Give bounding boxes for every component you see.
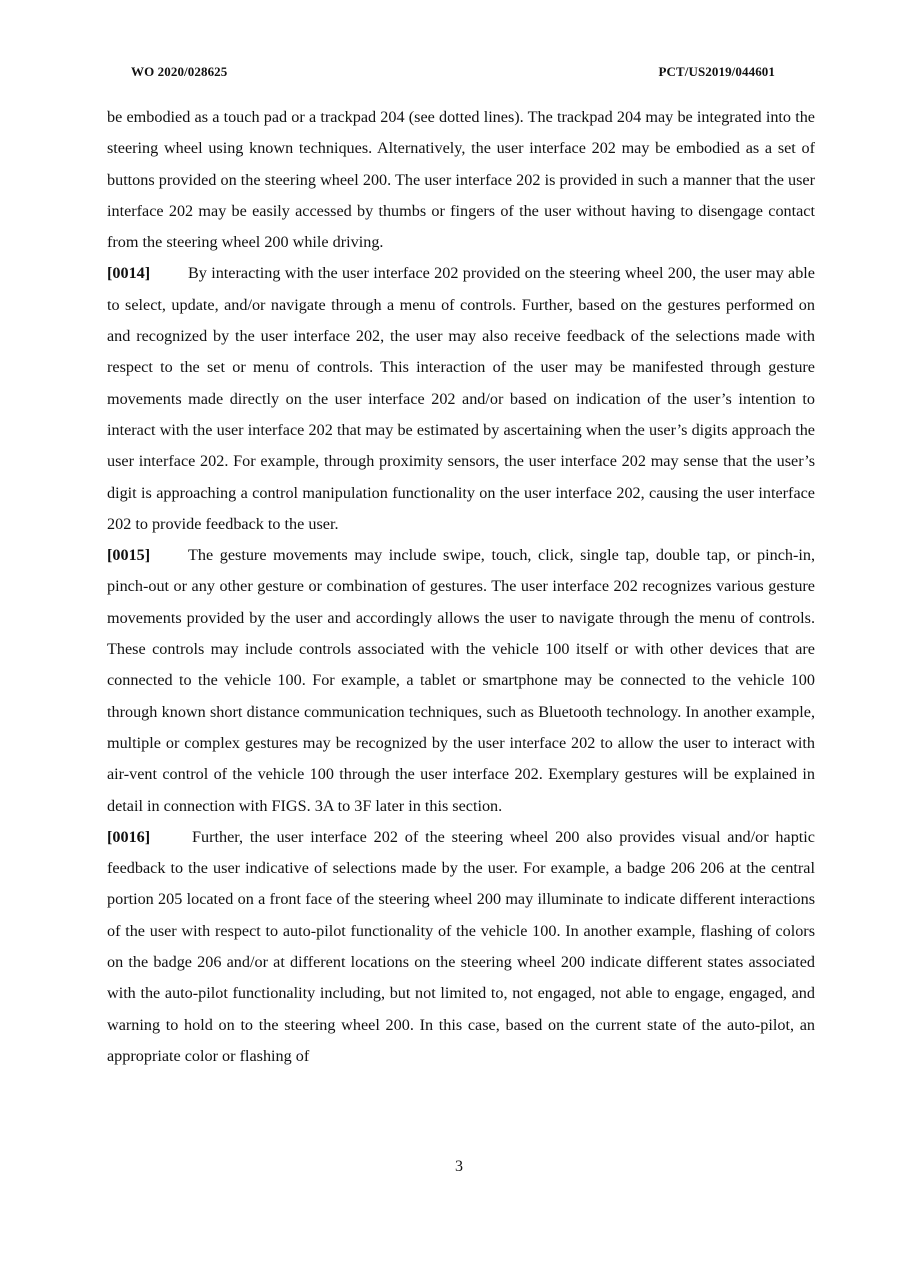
paragraph-text: Further, the user interface 202 of the steering wheel 200 also provides visual and/or haptic feedback to the user indicative of selections made by the user. For example, a badge 206 206 at the central portion 205 located on a front face of the steering wheel 200 may illuminate to indicate different interactions of the user with respect to auto-pilot functionality of the vehicle 100. In another example, flashing of colors on the badge 206 and/or at different locations on the steering wheel 200 indicate different states associated with the auto-pilot functionality including, but not limited to, not engaged, not able to engage, engaged, and warning to hold on to the steering wheel 200. In this case, based on the current state of the auto-pilot, an appropriate color or flashing of — [107, 827, 815, 1065]
page-number: 3 — [455, 1158, 463, 1175]
paragraph-text: The gesture movements may include swipe, touch, click, single tap, double tap, or pinch-in, pinch-out or any other gesture or combination of gestures. The user interface 202 recognizes various gesture movements provided by the user and accordingly allows the user to navigate through the menu of controls. These controls may include controls associated with the vehicle 100 itself or with other devices that are connected to the vehicle 100. For example, a tablet or smartphone may be connected to the vehicle 100 through known short distance communication techniques, such as Bluetooth technology. In another example, multiple or complex gestures may be recognized by the user interface 202 to allow the user to interact with air-vent control of the vehicle 100 through the user interface 202. Exemplary gestures will be explained in detail in connection with FIGS. 3A to 3F later in this section. — [107, 546, 815, 815]
application-number: PCT/US2019/044601 — [658, 64, 775, 79]
page-header — [131, 64, 775, 82]
paragraph-0015 — [107, 540, 815, 822]
paragraph-number: [0014] — [107, 264, 151, 283]
paragraph-number: [0015] — [107, 546, 151, 565]
paragraph-continued — [107, 102, 815, 258]
publication-number: WO 2020/028625 — [131, 64, 228, 79]
paragraph-0016 — [107, 822, 815, 1072]
paragraph-0014 — [107, 258, 815, 540]
document-body — [107, 102, 815, 1072]
paragraph-number: [0016] — [107, 827, 151, 846]
paragraph-text: By interacting with the user interface 202 provided on the steering wheel 200, the user may able to select, update, and/or navigate through a menu of controls. Further, based on the gestures performed on and recognized by the user interface 202, the user may also receive feedback of the selections made with respect to the set or menu of controls. This interaction of the user may be manifested through gesture movements made directly on the user interface 202 and/or based on indication of the user’s intention to interact with the user interface 202 that may be estimated by ascertaining when the user’s digits approach the user interface 202. For example, through proximity sensors, the user interface 202 may sense that the user’s digit is approaching a control manipulation functionality on the user interface 202, causing the user interface 202 to provide feedback to the user. — [107, 264, 815, 533]
paragraph-text: be embodied as a touch pad or a trackpad 204 (see dotted lines). The trackpad 204 may be integrated into the steering wheel using known techniques. Alternatively, the user interface 202 may be embodied as a set of buttons provided on the steering wheel 200. The user interface 202 is provided in such a manner that the user interface 202 may be easily accessed by thumbs or fingers of the user without having to disengage contact from the steering wheel 200 while driving. — [107, 108, 815, 252]
